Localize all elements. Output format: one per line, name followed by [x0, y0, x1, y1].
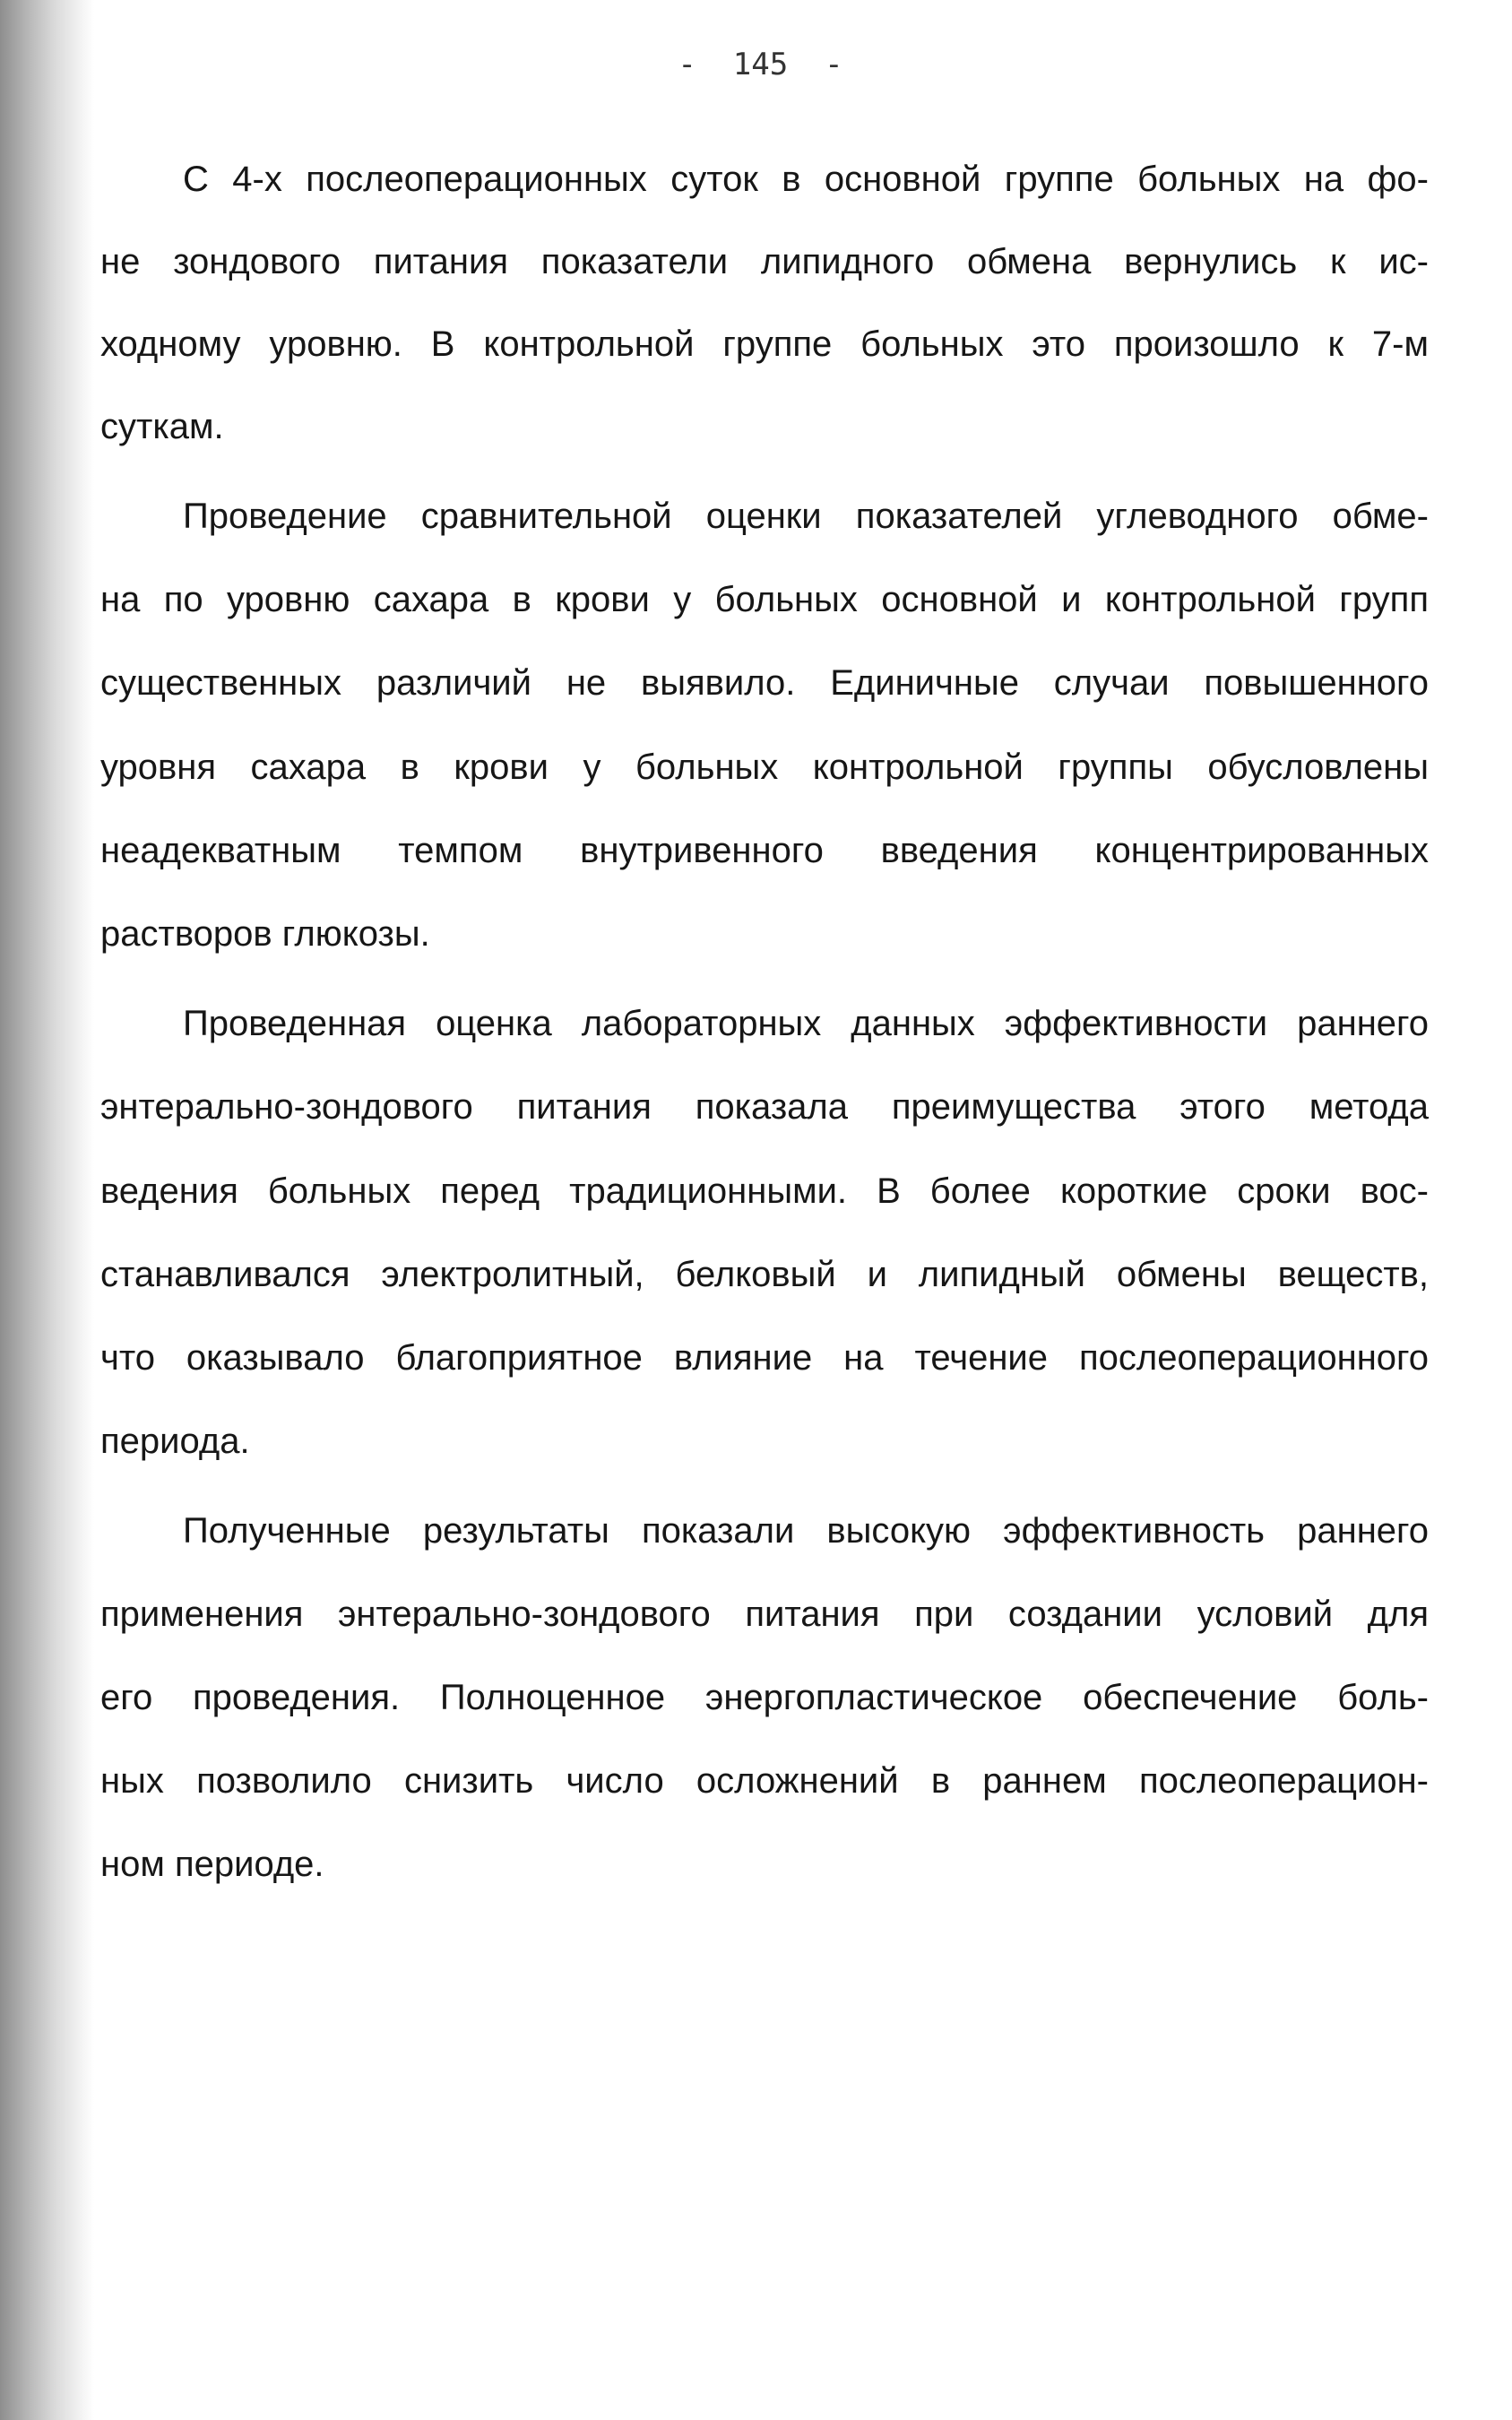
text-line: растворов глюкозы. [100, 914, 430, 954]
scan-edge-shadow [0, 0, 94, 2420]
text-line: суткам. [100, 407, 224, 446]
text-line: применения энтерально-зондового питания при создании условий для [100, 1595, 1429, 1634]
text-line: Проведенная оценка лабораторных данных эффективности раннего [183, 1004, 1429, 1043]
text-line: ных позволило снизить число осложнений в раннем послеоперацион- [100, 1761, 1429, 1801]
text-line: что оказывало благоприятное влияние на течение послеоперационного [100, 1338, 1429, 1378]
text-line: ведения больных перед традиционными. В более короткие сроки вос- [100, 1171, 1429, 1211]
text-line: Полученные результаты показали высокую эффективность раннего [183, 1511, 1429, 1551]
text-line: периода. [100, 1422, 250, 1461]
text-line: С 4-х послеоперационных суток в основной группе больных на фо- [183, 160, 1429, 199]
page-number: - 145 - [678, 47, 843, 82]
text-line: неадекватным темпом внутривенного введения концентрированных [100, 831, 1429, 870]
text-line: не зондового питания показатели липидного обмена вернулись к ис- [100, 242, 1429, 281]
text-line: станавливался электролитный, белковый и липидный обмены веществ, [100, 1255, 1429, 1294]
text-line: ходному уровню. В контрольной группе больных это произошло к 7-м [100, 324, 1429, 364]
text-line: ном периоде. [100, 1845, 324, 1884]
text-line: Проведение сравнительной оценки показателей углеводного обме- [183, 497, 1429, 536]
text-line: энтерально-зондового питания показала преимущества этого метода [100, 1087, 1429, 1127]
text-line: существенных различий не выявило. Единичные случаи повышенного [100, 663, 1429, 703]
text-line: на по уровню сахара в крови у больных основной и контрольной групп [100, 580, 1429, 619]
text-line: уровня сахара в крови у больных контрольной группы обусловлены [100, 748, 1429, 787]
text-line: его проведения. Полноценное энергопластическое обеспечение боль- [100, 1678, 1429, 1717]
